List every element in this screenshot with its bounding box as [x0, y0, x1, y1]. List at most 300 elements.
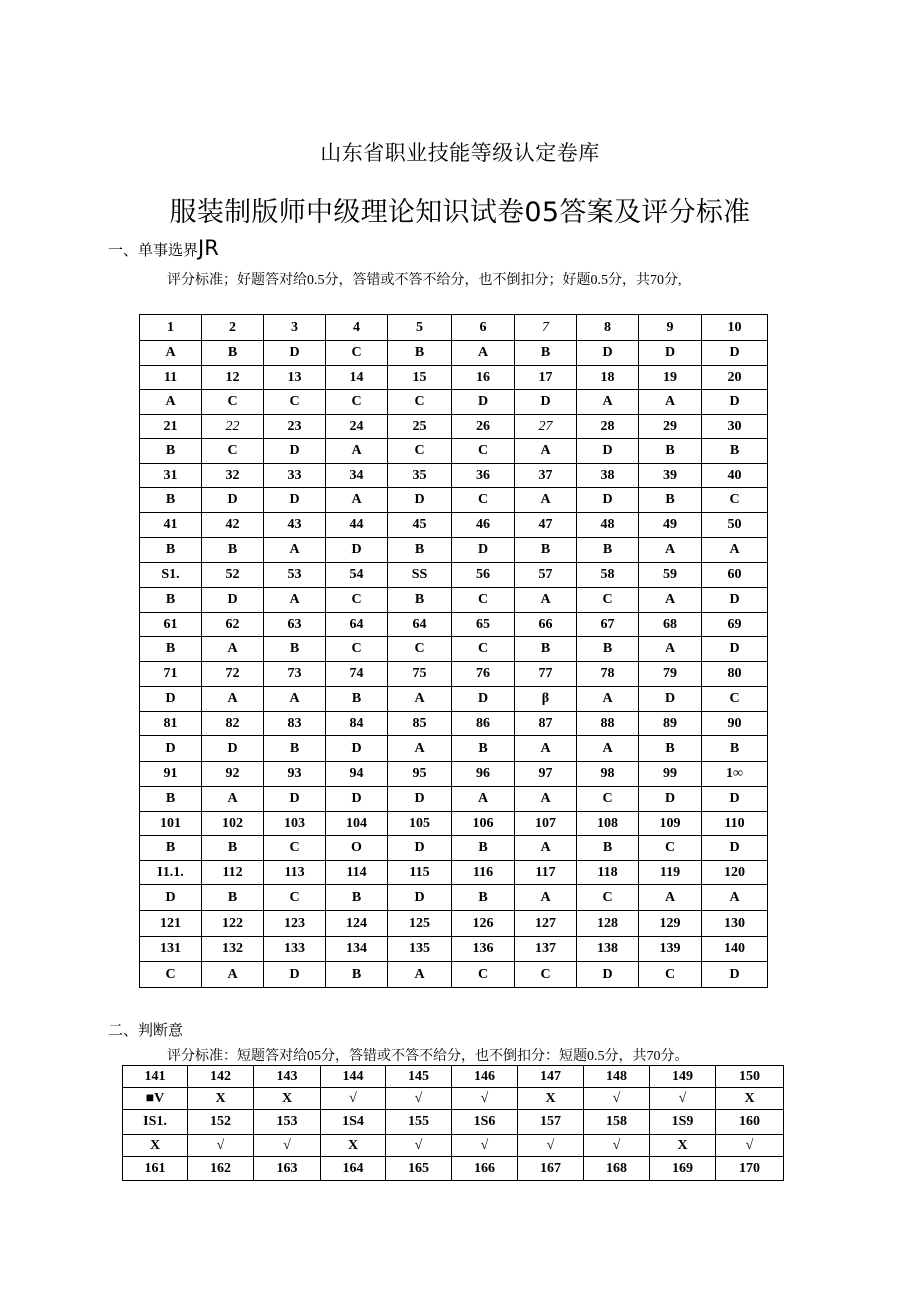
t1-cell: D — [639, 787, 702, 812]
t1-cell: C — [702, 687, 768, 712]
t1-cell: D — [264, 962, 326, 988]
t1-cell: 6 — [452, 315, 515, 341]
t1-row — [140, 687, 768, 712]
t1-cell: 47 — [515, 513, 577, 538]
t1-cell: B — [515, 538, 577, 563]
t1-cell: 124 — [326, 911, 388, 937]
t1-cell: A — [702, 538, 768, 563]
t1-cell: A — [639, 588, 702, 613]
t2-cell: √ — [188, 1135, 254, 1157]
t1-cell: 58 — [577, 563, 639, 588]
t1-cell: 1∞ — [702, 762, 768, 787]
t2-cell: 163 — [254, 1157, 321, 1181]
t1-cell: B — [388, 341, 452, 366]
t1-cell: A — [140, 341, 202, 366]
t1-cell: B — [577, 836, 639, 861]
t1-cell: 116 — [452, 861, 515, 885]
t1-cell: A — [140, 390, 202, 415]
t1-cell: 71 — [140, 662, 202, 687]
t1-cell: 84 — [326, 712, 388, 736]
t1-cell: A — [202, 787, 264, 812]
t2-cell: 157 — [518, 1110, 584, 1135]
t1-cell: 138 — [577, 937, 639, 962]
t1-cell: 61 — [140, 613, 202, 637]
t1-cell: A — [515, 787, 577, 812]
t1-cell: 12 — [202, 366, 264, 390]
t1-cell: C — [577, 885, 639, 911]
t1-cell: B — [140, 588, 202, 613]
t1-cell: 16 — [452, 366, 515, 390]
t1-cell: 135 — [388, 937, 452, 962]
t1-cell: 23 — [264, 415, 326, 439]
t1-cell: D — [702, 962, 768, 988]
t1-cell: 33 — [264, 464, 326, 488]
t2-cell: X — [254, 1088, 321, 1110]
t1-cell: C — [326, 390, 388, 415]
t1-cell: 60 — [702, 563, 768, 588]
t1-cell: C — [452, 588, 515, 613]
t1-cell: D — [452, 538, 515, 563]
t1-cell: C — [452, 962, 515, 988]
t1-cell: 123 — [264, 911, 326, 937]
t1-cell: 86 — [452, 712, 515, 736]
t1-cell: B — [202, 836, 264, 861]
t1-cell: 57 — [515, 563, 577, 588]
t2-row — [123, 1110, 784, 1135]
t1-row — [140, 662, 768, 687]
t1-cell: B — [452, 885, 515, 911]
t1-cell: D — [388, 836, 452, 861]
t1-cell: 101 — [140, 812, 202, 836]
t1-cell: 73 — [264, 662, 326, 687]
answer-table-single-choice — [139, 314, 768, 988]
t1-row — [140, 538, 768, 563]
t1-cell: C — [702, 488, 768, 513]
t2-cell: 165 — [386, 1157, 452, 1181]
t1-cell: B — [452, 836, 515, 861]
t1-cell: A — [202, 637, 264, 662]
t2-cell: 164 — [321, 1157, 386, 1181]
t2-cell: X — [650, 1135, 716, 1157]
t1-cell: 27 — [515, 415, 577, 439]
t1-cell: B — [264, 637, 326, 662]
t1-cell: C — [264, 836, 326, 861]
t1-cell: D — [577, 488, 639, 513]
t2-cell: 155 — [386, 1110, 452, 1135]
t2-cell: 166 — [452, 1157, 518, 1181]
t1-cell: D — [639, 341, 702, 366]
t1-row — [140, 415, 768, 439]
t1-cell: 69 — [702, 613, 768, 637]
t1-cell: S1. — [140, 563, 202, 588]
t2-cell: 168 — [584, 1157, 650, 1181]
t1-row — [140, 439, 768, 464]
t1-cell: 24 — [326, 415, 388, 439]
t1-cell: 1 — [140, 315, 202, 341]
t1-cell: 48 — [577, 513, 639, 538]
t2-cell: 160 — [716, 1110, 784, 1135]
t1-cell: 85 — [388, 712, 452, 736]
t1-cell: 122 — [202, 911, 264, 937]
t1-cell: D — [140, 687, 202, 712]
t1-cell: D — [140, 885, 202, 911]
t1-cell: 17 — [515, 366, 577, 390]
t2-cell: 148 — [584, 1066, 650, 1088]
t1-cell: 3 — [264, 315, 326, 341]
t1-cell: D — [515, 390, 577, 415]
t1-cell: 54 — [326, 563, 388, 588]
t1-cell: 62 — [202, 613, 264, 637]
t1-cell: A — [326, 488, 388, 513]
t1-cell: C — [388, 439, 452, 464]
t1-cell: 118 — [577, 861, 639, 885]
t1-cell: 96 — [452, 762, 515, 787]
t1-cell: 89 — [639, 712, 702, 736]
t1-cell: 38 — [577, 464, 639, 488]
t2-cell: 149 — [650, 1066, 716, 1088]
t2-row — [123, 1066, 784, 1088]
t1-cell: B — [639, 488, 702, 513]
t1-cell: D — [702, 341, 768, 366]
t1-cell: 117 — [515, 861, 577, 885]
t2-cell: 1S4 — [321, 1110, 386, 1135]
t1-cell: C — [639, 962, 702, 988]
t1-cell: 22 — [202, 415, 264, 439]
t1-cell: A — [577, 687, 639, 712]
page-title: 服装制版师中级理论知识试卷05答案及评分标准 — [169, 197, 751, 228]
t1-cell: D — [702, 588, 768, 613]
t1-cell: 81 — [140, 712, 202, 736]
t1-cell: 63 — [264, 613, 326, 637]
t1-cell: 129 — [639, 911, 702, 937]
t1-cell: A — [202, 687, 264, 712]
t2-cell: 169 — [650, 1157, 716, 1181]
t1-cell: B — [452, 736, 515, 762]
t2-cell: 152 — [188, 1110, 254, 1135]
section-1-heading — [108, 236, 219, 260]
t1-cell: D — [326, 538, 388, 563]
t1-cell: 4 — [326, 315, 388, 341]
t2-cell: X — [518, 1088, 584, 1110]
t2-cell: 167 — [518, 1157, 584, 1181]
t1-cell: D — [264, 341, 326, 366]
t1-cell: A — [702, 885, 768, 911]
t1-cell: 59 — [639, 563, 702, 588]
t1-cell: B — [515, 341, 577, 366]
t1-cell: 14 — [326, 366, 388, 390]
t1-cell: 42 — [202, 513, 264, 538]
t1-cell: 36 — [452, 464, 515, 488]
t1-cell: A — [577, 736, 639, 762]
t1-cell: I1.1. — [140, 861, 202, 885]
t1-cell: 2 — [202, 315, 264, 341]
t1-cell: A — [639, 637, 702, 662]
t1-cell: A — [577, 390, 639, 415]
t1-row — [140, 962, 768, 988]
t1-cell: 34 — [326, 464, 388, 488]
t1-cell: 133 — [264, 937, 326, 962]
t2-cell: 145 — [386, 1066, 452, 1088]
t2-cell: 150 — [716, 1066, 784, 1088]
t1-cell: B — [140, 439, 202, 464]
t1-cell: 127 — [515, 911, 577, 937]
t1-cell: C — [452, 637, 515, 662]
t2-cell: √ — [452, 1088, 518, 1110]
t1-cell: 136 — [452, 937, 515, 962]
t1-cell: C — [202, 439, 264, 464]
t1-cell: B — [515, 637, 577, 662]
t1-cell: 44 — [326, 513, 388, 538]
t1-row — [140, 637, 768, 662]
t1-cell: C — [388, 390, 452, 415]
t1-cell: C — [264, 885, 326, 911]
t1-row — [140, 836, 768, 861]
t1-cell: B — [702, 736, 768, 762]
t2-cell: 1S6 — [452, 1110, 518, 1135]
t1-cell: D — [202, 488, 264, 513]
t1-cell: C — [326, 588, 388, 613]
t1-cell: 119 — [639, 861, 702, 885]
t1-cell: 46 — [452, 513, 515, 538]
t1-cell: 80 — [702, 662, 768, 687]
t1-cell: 131 — [140, 937, 202, 962]
t1-cell: 105 — [388, 812, 452, 836]
t2-cell: √ — [650, 1088, 716, 1110]
t2-cell: 142 — [188, 1066, 254, 1088]
t1-cell: B — [388, 588, 452, 613]
t1-cell: D — [452, 390, 515, 415]
t1-cell: 56 — [452, 563, 515, 588]
t1-cell: B — [140, 787, 202, 812]
t1-cell: C — [326, 341, 388, 366]
t1-cell: D — [388, 885, 452, 911]
t1-cell: 94 — [326, 762, 388, 787]
t2-cell: 146 — [452, 1066, 518, 1088]
t1-cell: 26 — [452, 415, 515, 439]
t1-cell: D — [577, 962, 639, 988]
t1-row — [140, 488, 768, 513]
t1-cell: B — [577, 538, 639, 563]
t1-cell: 98 — [577, 762, 639, 787]
t1-cell: B — [264, 736, 326, 762]
t1-cell: D — [140, 736, 202, 762]
t1-cell: 82 — [202, 712, 264, 736]
t2-cell: √ — [584, 1088, 650, 1110]
t1-cell: 103 — [264, 812, 326, 836]
org-title: 山东省职业技能等级认定卷库 — [320, 141, 600, 165]
t1-row — [140, 464, 768, 488]
t1-cell: 43 — [264, 513, 326, 538]
t1-cell: 72 — [202, 662, 264, 687]
t1-cell: 10 — [702, 315, 768, 341]
t1-cell: 67 — [577, 613, 639, 637]
t1-cell: 130 — [702, 911, 768, 937]
t1-row — [140, 341, 768, 366]
t1-cell: 74 — [326, 662, 388, 687]
t1-cell: A — [515, 836, 577, 861]
t1-cell: 137 — [515, 937, 577, 962]
t1-cell: 50 — [702, 513, 768, 538]
t1-cell: A — [639, 885, 702, 911]
t1-cell: 40 — [702, 464, 768, 488]
t1-cell: B — [639, 736, 702, 762]
t1-cell: 88 — [577, 712, 639, 736]
t2-cell: √ — [716, 1135, 784, 1157]
t1-cell: 104 — [326, 812, 388, 836]
t2-cell: 153 — [254, 1110, 321, 1135]
t1-cell: 90 — [702, 712, 768, 736]
t1-cell: 113 — [264, 861, 326, 885]
t2-cell: √ — [584, 1135, 650, 1157]
t1-cell: A — [515, 736, 577, 762]
t1-cell: 78 — [577, 662, 639, 687]
t1-cell: B — [577, 637, 639, 662]
t1-cell: 79 — [639, 662, 702, 687]
t1-cell: B — [202, 341, 264, 366]
t1-cell: SS — [388, 563, 452, 588]
t1-cell: 83 — [264, 712, 326, 736]
t1-cell: A — [452, 787, 515, 812]
t1-cell: 19 — [639, 366, 702, 390]
t1-cell: A — [639, 538, 702, 563]
t1-cell: B — [140, 538, 202, 563]
t1-cell: 110 — [702, 812, 768, 836]
t1-cell: B — [140, 488, 202, 513]
t1-cell: D — [264, 488, 326, 513]
t1-cell: 37 — [515, 464, 577, 488]
t1-cell: 102 — [202, 812, 264, 836]
t1-cell: B — [140, 836, 202, 861]
t2-cell: 1S9 — [650, 1110, 716, 1135]
t2-cell: √ — [386, 1088, 452, 1110]
t1-cell: A — [388, 962, 452, 988]
t1-cell: 41 — [140, 513, 202, 538]
t2-cell: X — [321, 1135, 386, 1157]
t1-cell: D — [577, 341, 639, 366]
section-2-heading: 二、判断意 — [108, 1021, 184, 1039]
t1-cell: B — [388, 538, 452, 563]
t1-cell: A — [388, 687, 452, 712]
t1-cell: C — [577, 588, 639, 613]
t2-cell: 143 — [254, 1066, 321, 1088]
t1-cell: 64 — [388, 613, 452, 637]
t1-cell: 134 — [326, 937, 388, 962]
t1-cell: 28 — [577, 415, 639, 439]
t1-cell: C — [577, 787, 639, 812]
t1-cell: 132 — [202, 937, 264, 962]
t1-row — [140, 861, 768, 885]
t1-cell: β — [515, 687, 577, 712]
t1-cell: D — [452, 687, 515, 712]
t1-cell: 30 — [702, 415, 768, 439]
t1-cell: B — [639, 439, 702, 464]
t1-row — [140, 563, 768, 588]
t1-cell: 52 — [202, 563, 264, 588]
t1-cell: C — [515, 962, 577, 988]
t1-cell: O — [326, 836, 388, 861]
t1-cell: 114 — [326, 861, 388, 885]
t1-cell: D — [639, 687, 702, 712]
t1-cell: 8 — [577, 315, 639, 341]
t1-cell: 35 — [388, 464, 452, 488]
section-2-scoring-standard: 评分标准：短题答对给05分，答错或不答不给分，也不倒扣分：短题0.5分，共70分。 — [167, 1049, 689, 1064]
t2-cell: X — [123, 1135, 188, 1157]
t1-cell: 49 — [639, 513, 702, 538]
section-1-heading-suffix: JR — [198, 236, 219, 260]
t1-cell: 126 — [452, 911, 515, 937]
t2-cell: 147 — [518, 1066, 584, 1088]
t1-cell: A — [515, 439, 577, 464]
t1-cell: A — [515, 885, 577, 911]
t1-cell: D — [388, 488, 452, 513]
t2-cell: 170 — [716, 1157, 784, 1181]
t1-row — [140, 390, 768, 415]
t1-row — [140, 513, 768, 538]
t1-cell: B — [140, 637, 202, 662]
t1-cell: 77 — [515, 662, 577, 687]
t2-cell: 144 — [321, 1066, 386, 1088]
section-1-heading-text: 一、单事选界 — [108, 241, 199, 259]
t1-cell: 120 — [702, 861, 768, 885]
t1-cell: 107 — [515, 812, 577, 836]
t1-cell: A — [264, 538, 326, 563]
t1-cell: 97 — [515, 762, 577, 787]
t1-cell: 9 — [639, 315, 702, 341]
t1-cell: 32 — [202, 464, 264, 488]
t1-cell: 65 — [452, 613, 515, 637]
t2-cell: 141 — [123, 1066, 188, 1088]
t1-row — [140, 588, 768, 613]
t1-cell: 18 — [577, 366, 639, 390]
t1-cell: B — [326, 687, 388, 712]
t2-cell: X — [716, 1088, 784, 1110]
t1-cell: B — [702, 439, 768, 464]
t2-row — [123, 1135, 784, 1157]
t2-cell: 161 — [123, 1157, 188, 1181]
t1-cell: 76 — [452, 662, 515, 687]
t1-row — [140, 736, 768, 762]
t1-cell: 31 — [140, 464, 202, 488]
t1-cell: 109 — [639, 812, 702, 836]
t1-row — [140, 315, 768, 341]
t1-cell: D — [702, 390, 768, 415]
t1-cell: 68 — [639, 613, 702, 637]
t1-cell: C — [639, 836, 702, 861]
t1-row — [140, 787, 768, 812]
t1-cell: A — [264, 588, 326, 613]
t1-cell: C — [452, 439, 515, 464]
t1-row — [140, 885, 768, 911]
t1-cell: 112 — [202, 861, 264, 885]
t1-row — [140, 613, 768, 637]
t1-cell: C — [264, 390, 326, 415]
t2-cell: √ — [386, 1135, 452, 1157]
t1-cell: A — [326, 439, 388, 464]
t1-cell: C — [452, 488, 515, 513]
t1-cell: 25 — [388, 415, 452, 439]
t1-cell: A — [202, 962, 264, 988]
t1-row — [140, 762, 768, 787]
t1-cell: 91 — [140, 762, 202, 787]
t1-cell: 45 — [388, 513, 452, 538]
t1-cell: A — [515, 588, 577, 613]
t1-cell: 39 — [639, 464, 702, 488]
t1-cell: 13 — [264, 366, 326, 390]
t1-cell: D — [702, 836, 768, 861]
t1-cell: C — [202, 390, 264, 415]
t1-cell: 29 — [639, 415, 702, 439]
t2-cell: √ — [452, 1135, 518, 1157]
